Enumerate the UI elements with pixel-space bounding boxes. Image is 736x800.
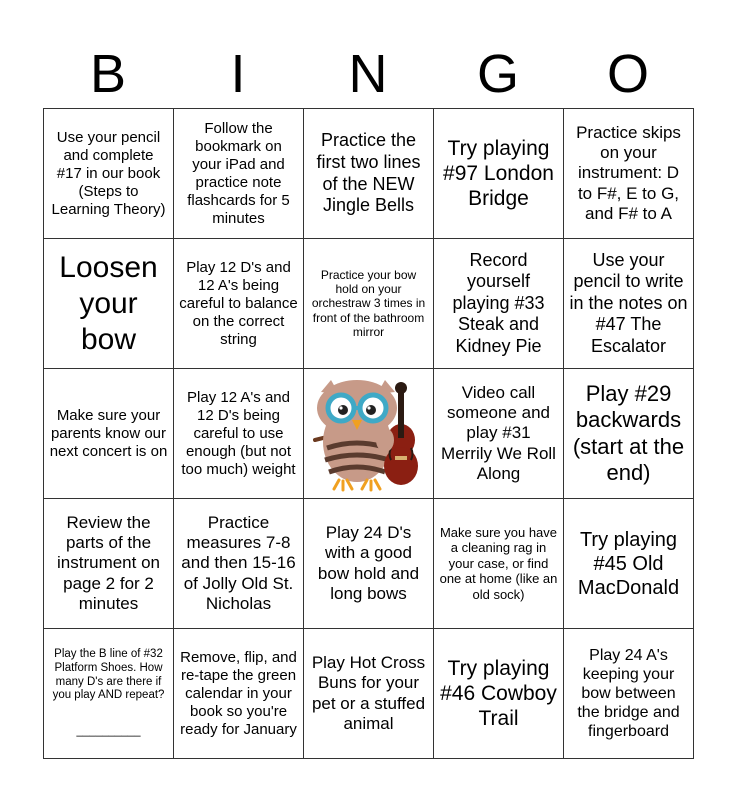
bingo-cell: Try playing #46 Cowboy Trail	[434, 629, 564, 759]
bingo-cell: Practice your bow hold on your orchestraw 3 times in front of the bathroom mirror	[304, 239, 434, 369]
bingo-cell: Play 24 A's keeping your bow between the bridge and fingerboard	[564, 629, 694, 759]
bingo-cell: Use your pencil and complete #17 in our book (Steps to Learning Theory)	[44, 109, 174, 239]
bingo-grid	[43, 108, 694, 759]
grid-row	[44, 369, 694, 499]
bingo-cell: Play Hot Cross Buns for your pet or a stuffed animal	[304, 629, 434, 759]
bingo-cell: Play #29 backwards (start at the end)	[564, 369, 694, 499]
cell-text: Play the B line of #32 Platform Shoes. How many D's are there if you play AND repeat?	[52, 648, 165, 702]
grid-row	[44, 239, 694, 369]
title-letter-g: G	[476, 44, 519, 104]
grid-row	[44, 629, 694, 759]
bingo-cell: Follow the bookmark on your iPad and practice note flashcards for 5 minutes	[174, 109, 304, 239]
bingo-cell: Loosen your bow	[44, 239, 174, 369]
bingo-cell: Video call someone and play #31 Merrily We Roll Along	[434, 369, 564, 499]
bingo-cell: Play 12 D's and 12 A's being careful to balance on the correct string	[174, 239, 304, 369]
title-letter-b: B	[89, 44, 127, 104]
bingo-cell: Make sure you have a cleaning rag in your case, or find one at home (like an old sock)	[434, 499, 564, 629]
bingo-cell: Practice the first two lines of the NEW Jingle Bells	[304, 109, 434, 239]
bingo-cell: Remove, flip, and re-tape the green calendar in your book so you're ready for January	[174, 629, 304, 759]
bingo-cell: Try playing #97 London Bridge	[434, 109, 564, 239]
bingo-cell: Use your pencil to write in the notes on #47 The Escalator	[564, 239, 694, 369]
grid-row	[44, 499, 694, 629]
bingo-cell: Play 12 A's and 12 D's being careful to use enough (but not too much) weight	[174, 369, 304, 499]
bingo-header	[43, 42, 693, 106]
bingo-cell: Practice skips on your instrument: D to F#, E to G, and F# to A	[564, 109, 694, 239]
bingo-cell: Record yourself playing #33 Steak and Kidney Pie	[434, 239, 564, 369]
bingo-cell: Review the parts of the instrument on page 2 for 2 minutes	[44, 499, 174, 629]
owl-violin-icon	[309, 376, 429, 492]
bingo-cell	[44, 629, 174, 759]
title-letter-o: O	[606, 44, 649, 104]
free-space-cell	[304, 369, 434, 499]
bingo-cell: Play 24 D's with a good bow hold and long bows	[304, 499, 434, 629]
grid-row	[44, 109, 694, 239]
bingo-cell: Practice measures 7-8 and then 15-16 of Jolly Old St. Nicholas	[174, 499, 304, 629]
title-letter-n: N	[348, 44, 388, 104]
title-letter-i: I	[230, 44, 246, 104]
answer-blank: __________	[76, 725, 141, 738]
bingo-cell: Try playing #45 Old MacDonald	[564, 499, 694, 629]
bingo-cell: Make sure your parents know our next concert is on	[44, 369, 174, 499]
